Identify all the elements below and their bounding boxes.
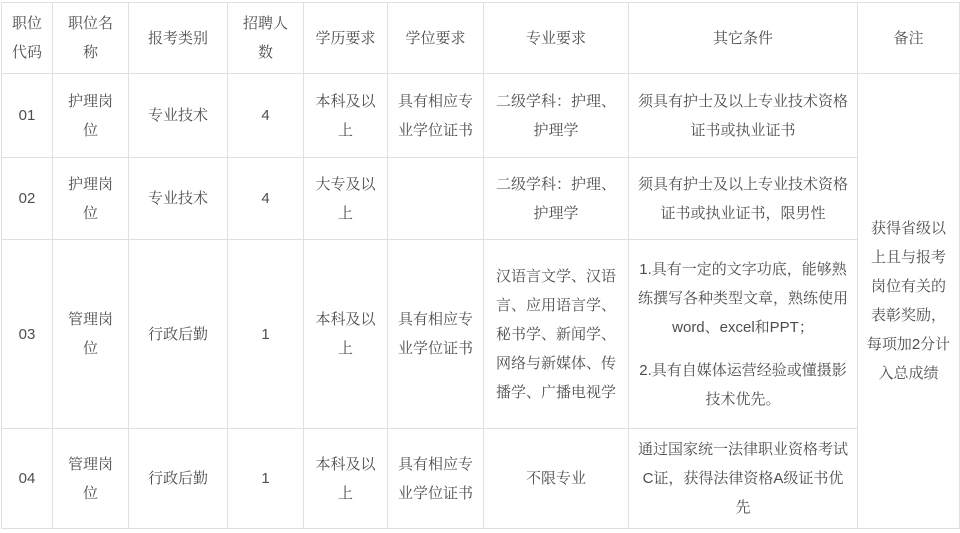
cell-exam-category: 专业技术 [129,74,228,158]
cell-education-requirement: 本科及以上 [304,429,388,529]
header-position-code: 职位代码 [2,3,53,74]
cell-position-name: 护理岗位 [53,74,129,158]
cell-education-requirement: 本科及以上 [304,74,388,158]
table-row [2,158,960,240]
cell-position-name: 护理岗位 [53,158,129,240]
cell-remark: 获得省级以上且与报考岗位有关的表彰奖励，每项加2分计入总成绩 [858,74,960,529]
cell-exam-category: 行政后勤 [129,429,228,529]
header-major-requirement: 专业要求 [484,3,629,74]
table-header-row [2,3,960,74]
table-row [2,240,960,429]
cell-recruit-count: 1 [228,429,304,529]
cell-other-conditions: 通过国家统一法律职业资格考试C证，获得法律资格A级证书优先 [629,429,858,529]
cell-exam-category: 专业技术 [129,158,228,240]
other-condition-item: 1.具有一定的文字功底，能够熟练撰写各种类型文章，熟练使用word、excel和PPT； [637,260,848,336]
cell-degree-requirement: 具有相应专业学位证书 [388,240,484,429]
cell-major-requirement: 不限专业 [484,429,629,529]
cell-recruit-count: 1 [228,240,304,429]
cell-recruit-count: 4 [228,74,304,158]
header-other-conditions: 其它条件 [629,3,858,74]
cell-exam-category: 行政后勤 [129,240,228,429]
cell-other-conditions: 须具有护士及以上专业技术资格证书或执业证书 [629,74,858,158]
header-education-requirement: 学历要求 [304,3,388,74]
header-remark: 备注 [858,3,960,74]
cell-major-requirement: 汉语言文学、汉语言、应用语言学、秘书学、新闻学、网络与新媒体、传播学、广播电视学 [484,240,629,429]
other-condition-item: 2.具有自媒体运营经验或懂摄影技术优先。 [639,361,847,408]
cell-position-code: 03 [2,240,53,429]
header-position-name: 职位名称 [53,3,129,74]
cell-degree-requirement: 具有相应专业学位证书 [388,429,484,529]
cell-education-requirement: 本科及以上 [304,240,388,429]
cell-position-code: 02 [2,158,53,240]
header-exam-category: 报考类别 [129,3,228,74]
cell-other-conditions [629,240,858,429]
cell-degree-requirement: 具有相应专业学位证书 [388,74,484,158]
cell-other-conditions: 须具有护士及以上专业技术资格证书或执业证书，限男性 [629,158,858,240]
cell-recruit-count: 4 [228,158,304,240]
cell-major-requirement: 二级学科：护理、护理学 [484,158,629,240]
cell-position-code: 04 [2,429,53,529]
header-recruit-count: 招聘人数 [228,3,304,74]
table-row [2,429,960,529]
cell-position-name: 管理岗位 [53,240,129,429]
cell-degree-requirement [388,158,484,240]
cell-position-name: 管理岗位 [53,429,129,529]
cell-position-code: 01 [2,74,53,158]
header-degree-requirement: 学位要求 [388,3,484,74]
table-row [2,74,960,158]
cell-education-requirement: 大专及以上 [304,158,388,240]
cell-major-requirement: 二级学科：护理、护理学 [484,74,629,158]
job-positions-table [1,2,960,529]
